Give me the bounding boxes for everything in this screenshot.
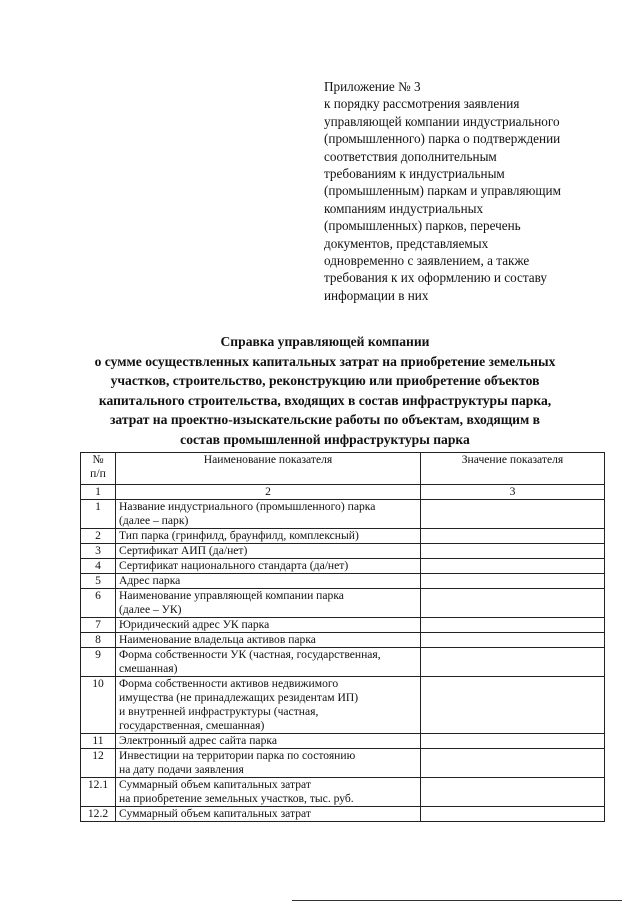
row-number: 1	[81, 500, 116, 529]
indicator-name	[116, 529, 421, 544]
indicator-name-line: имущества (не принадлежащих резидентам ИП)	[119, 691, 359, 704]
table-row	[81, 633, 605, 648]
indicator-value-cell[interactable]	[421, 500, 605, 529]
title-line: затрат на проектно-изыскательские работы по объектам, входящим в	[109, 412, 541, 428]
indicator-name-line: Суммарный объем капитальных затрат	[119, 778, 311, 791]
indicator-name-line: Тип парка (гринфилд, браунфилд, комплексный)	[119, 529, 359, 542]
indicator-name-line: Адрес парка	[119, 574, 181, 587]
indicator-value-cell[interactable]	[421, 807, 605, 822]
table-row	[81, 544, 605, 559]
title-line: состав промышленной инфраструктуры парка	[180, 431, 470, 447]
indicator-name	[116, 633, 421, 648]
appendix-line: документов, представляемых	[324, 235, 489, 251]
table-row	[81, 589, 605, 618]
index-cell: 2	[116, 485, 421, 500]
indicator-name	[116, 559, 421, 574]
row-number: 4	[81, 559, 116, 574]
appendix-line: Приложение № 3	[324, 79, 421, 94]
indicator-name-line: Электронный адрес сайта парка	[119, 734, 277, 747]
appendix-line: информации в них	[324, 287, 429, 303]
row-number: 12.1	[81, 778, 116, 807]
table-row	[81, 778, 605, 807]
table-row	[81, 618, 605, 633]
table-row	[81, 648, 605, 677]
indicator-name	[116, 749, 421, 778]
row-number: 6	[81, 589, 116, 618]
row-number: 2	[81, 529, 116, 544]
indicator-name-line: государственная, смешанная)	[119, 719, 265, 732]
row-number: 8	[81, 633, 116, 648]
appendix-line: требованиям к индустриальным	[324, 166, 505, 182]
indicator-value-cell[interactable]	[421, 749, 605, 778]
header-value: Значение показателя	[421, 453, 605, 485]
indicator-name-line: Инвестиции на территории парка по состоянию	[119, 749, 356, 762]
row-number: 10	[81, 677, 116, 734]
table-row	[81, 559, 605, 574]
row-number: 5	[81, 574, 116, 589]
table-row	[81, 807, 605, 822]
indicator-value-cell[interactable]	[421, 734, 605, 749]
table-row	[81, 529, 605, 544]
indicator-name	[116, 574, 421, 589]
appendix-line: (промышленного) парка о подтверждении	[324, 131, 561, 147]
indicator-name-line: и внутренней инфраструктуры (частная,	[119, 705, 319, 718]
indicator-name-line: (далее – парк)	[119, 514, 189, 527]
table-header-row	[81, 453, 605, 485]
appendix-line: (промышленным) паркам и управляющим	[324, 183, 561, 199]
table-row	[81, 500, 605, 529]
indicator-name-line: Наименование управляющей компании парка	[119, 589, 344, 602]
table-index-row	[81, 485, 605, 500]
appendix-line: соответствия дополнительным	[324, 148, 497, 164]
indicator-name-line: Наименование владельца активов парка	[119, 633, 316, 646]
indicator-name	[116, 677, 421, 734]
indicator-name-line: Форма собственности УК (частная, государственная,	[119, 648, 381, 661]
table-body	[81, 500, 605, 822]
appendix-line: (промышленных) парков, перечень	[324, 218, 521, 234]
indicator-name	[116, 618, 421, 633]
table-row	[81, 749, 605, 778]
indicator-name-line: Название индустриального (промышленного) парка	[119, 500, 376, 513]
header-name: Наименование показателя	[116, 453, 421, 485]
row-number: 12.2	[81, 807, 116, 822]
indicator-name-line: Сертификат национального стандарта (да/нет)	[119, 559, 349, 572]
row-number: 12	[81, 749, 116, 778]
row-number: 9	[81, 648, 116, 677]
indicator-value-cell[interactable]	[421, 633, 605, 648]
table-row	[81, 734, 605, 749]
indicator-value-cell[interactable]	[421, 529, 605, 544]
indicator-name-line: на дату подачи заявления	[119, 763, 244, 776]
appendix-line: к порядку рассмотрения заявления	[324, 96, 520, 112]
row-number: 3	[81, 544, 116, 559]
indicator-name	[116, 544, 421, 559]
title-line: Справка управляющей компании	[220, 334, 430, 349]
indicator-name-line: Сертификат АИП (да/нет)	[119, 544, 248, 557]
appendix-line: одновременно с заявлением, а также	[324, 253, 530, 269]
title-line: капитального строительства, входящих в состав инфраструктуры парка,	[98, 392, 552, 408]
indicator-value-cell[interactable]	[421, 559, 605, 574]
appendix-line: компаниям индустриальных	[324, 200, 484, 216]
title-line: о сумме осуществленных капитальных затрат на приобретение земельных	[94, 353, 556, 369]
page-edge-line	[292, 900, 622, 901]
table-row	[81, 574, 605, 589]
header-num: № п/п	[81, 453, 116, 485]
appendix-block	[324, 78, 624, 304]
indicator-value-cell[interactable]	[421, 618, 605, 633]
indicator-name-line: смешанная)	[119, 662, 178, 675]
indicator-name	[116, 734, 421, 749]
row-number: 11	[81, 734, 116, 749]
indicators-table	[80, 452, 605, 822]
indicator-value-cell[interactable]	[421, 589, 605, 618]
indicator-name-line: Суммарный объем капитальных затрат	[119, 807, 311, 820]
indicator-name	[116, 807, 421, 822]
indicator-value-cell[interactable]	[421, 677, 605, 734]
indicator-name-line: на приобретение земельных участков, тыс. руб.	[119, 792, 354, 805]
indicator-value-cell[interactable]	[421, 778, 605, 807]
indicator-name	[116, 589, 421, 618]
index-cell: 1	[81, 485, 116, 500]
indicator-value-cell[interactable]	[421, 544, 605, 559]
indicator-value-cell[interactable]	[421, 648, 605, 677]
indicator-name-line: (далее – УК)	[119, 603, 182, 616]
indicator-name-line: Форма собственности активов недвижимого	[119, 677, 339, 690]
document-title	[40, 332, 610, 450]
indicator-name	[116, 778, 421, 807]
index-cell: 3	[421, 485, 605, 500]
table-row	[81, 677, 605, 734]
indicator-name	[116, 648, 421, 677]
appendix-line: требования к их оформлению и составу	[324, 270, 548, 286]
title-line: участков, строительство, реконструкцию или приобретение объектов	[110, 373, 540, 389]
indicator-name	[116, 500, 421, 529]
appendix-line: управляющей компании индустриального	[324, 113, 560, 129]
row-number: 7	[81, 618, 116, 633]
indicator-value-cell[interactable]	[421, 574, 605, 589]
indicator-name-line: Юридический адрес УК парка	[119, 618, 270, 631]
